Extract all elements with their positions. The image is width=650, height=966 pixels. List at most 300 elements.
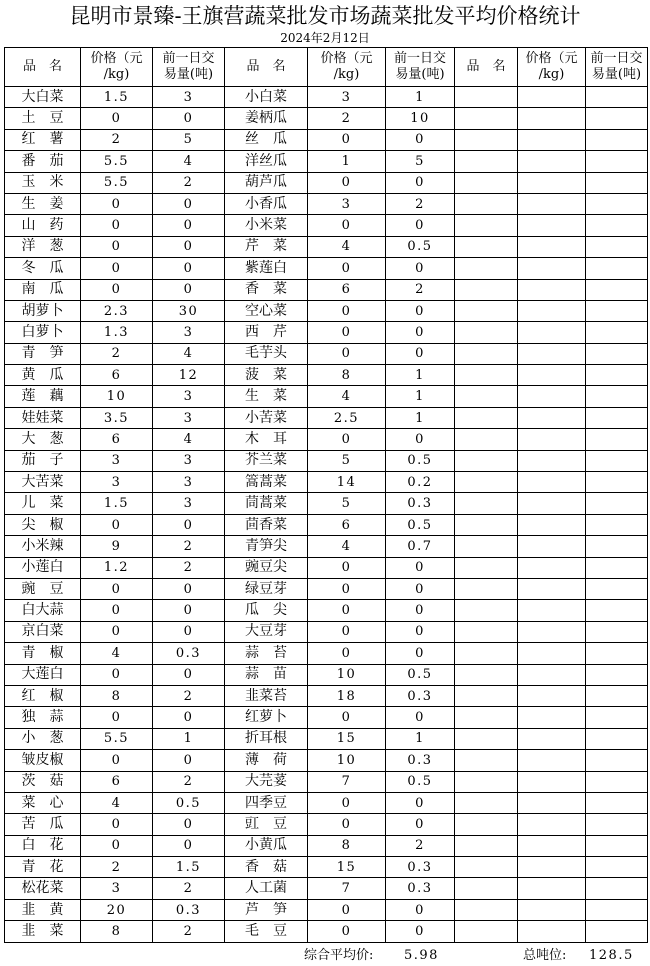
empty-cell bbox=[586, 343, 648, 364]
volume-cell: 0.5 bbox=[386, 514, 455, 535]
vegetable-name-cell: 洋丝瓜 bbox=[225, 151, 308, 172]
volume-cell: 1 bbox=[153, 728, 225, 749]
empty-cell bbox=[455, 236, 518, 257]
volume-cell: 0 bbox=[153, 664, 225, 685]
volume-cell: 0 bbox=[386, 643, 455, 664]
empty-cell bbox=[518, 493, 586, 514]
volume-cell: 0 bbox=[153, 236, 225, 257]
empty-cell bbox=[518, 215, 586, 236]
price-cell: 0 bbox=[308, 215, 386, 236]
price-cell: 14 bbox=[308, 472, 386, 493]
table-row bbox=[5, 172, 648, 193]
empty-cell bbox=[586, 621, 648, 642]
vegetable-name-cell: 四季豆 bbox=[225, 792, 308, 813]
empty-cell bbox=[518, 899, 586, 920]
price-cell: 4 bbox=[308, 386, 386, 407]
empty-cell bbox=[518, 600, 586, 621]
vegetable-name-cell: 大豆芽 bbox=[225, 621, 308, 642]
price-header-line2: /kg) bbox=[103, 67, 130, 82]
empty-cell bbox=[586, 814, 648, 835]
price-cell: 0 bbox=[81, 750, 153, 771]
volume-cell: 0 bbox=[153, 814, 225, 835]
empty-cell bbox=[455, 258, 518, 279]
table-row bbox=[5, 407, 648, 428]
volume-cell: 0 bbox=[386, 557, 455, 578]
table-row bbox=[5, 514, 648, 535]
vegetable-name-cell: 蒜 苔 bbox=[225, 643, 308, 664]
volume-cell: 2 bbox=[386, 279, 455, 300]
empty-cell bbox=[455, 151, 518, 172]
vegetable-name-cell: 菜 心 bbox=[5, 792, 81, 813]
vegetable-name-cell: 红 椒 bbox=[5, 685, 81, 706]
price-cell: 2 bbox=[81, 129, 153, 150]
empty-cell bbox=[518, 728, 586, 749]
vegetable-name-cell: 茼蒿菜 bbox=[225, 493, 308, 514]
empty-cell bbox=[455, 514, 518, 535]
empty-cell bbox=[518, 557, 586, 578]
empty-cell bbox=[586, 514, 648, 535]
vegetable-name-cell: 生 菜 bbox=[225, 386, 308, 407]
price-cell: 5.5 bbox=[81, 151, 153, 172]
price-cell: 2.5 bbox=[308, 407, 386, 428]
volume-cell: 2 bbox=[153, 878, 225, 899]
table-row bbox=[5, 750, 648, 771]
price-cell: 7 bbox=[308, 878, 386, 899]
volume-cell: 4 bbox=[153, 151, 225, 172]
empty-cell bbox=[518, 685, 586, 706]
empty-cell bbox=[455, 386, 518, 407]
volume-cell: 3 bbox=[153, 450, 225, 471]
vegetable-name-cell: 青 笋 bbox=[5, 343, 81, 364]
table-row bbox=[5, 664, 648, 685]
vegetable-name-cell: 折耳根 bbox=[225, 728, 308, 749]
empty-cell bbox=[586, 365, 648, 386]
empty-cell bbox=[455, 771, 518, 792]
vegetable-name-cell: 白萝卜 bbox=[5, 322, 81, 343]
empty-cell bbox=[518, 472, 586, 493]
volume-cell: 0 bbox=[153, 600, 225, 621]
price-cell: 0 bbox=[81, 215, 153, 236]
table-row bbox=[5, 386, 648, 407]
price-cell: 0 bbox=[81, 258, 153, 279]
price-cell: 6 bbox=[308, 514, 386, 535]
volume-cell: 3 bbox=[153, 322, 225, 343]
volume-cell: 0.5 bbox=[386, 664, 455, 685]
volume-cell: 1 bbox=[386, 386, 455, 407]
vegetable-name-cell: 松花菜 bbox=[5, 878, 81, 899]
volume-cell: 5 bbox=[386, 151, 455, 172]
vegetable-name-cell: 皱皮椒 bbox=[5, 750, 81, 771]
price-cell: 8 bbox=[308, 835, 386, 856]
price-cell: 5 bbox=[308, 450, 386, 471]
volume-cell: 30 bbox=[153, 300, 225, 321]
volume-cell: 12 bbox=[153, 365, 225, 386]
vegetable-name-cell: 大莲白 bbox=[5, 664, 81, 685]
volume-cell: 1 bbox=[386, 87, 455, 108]
table-row bbox=[5, 236, 648, 257]
volume-cell: 0 bbox=[386, 322, 455, 343]
vegetable-name-cell: 莲 藕 bbox=[5, 386, 81, 407]
price-cell: 3 bbox=[308, 193, 386, 214]
empty-cell bbox=[455, 172, 518, 193]
empty-cell bbox=[518, 279, 586, 300]
vegetable-name-cell: 尖 椒 bbox=[5, 514, 81, 535]
empty-cell bbox=[518, 750, 586, 771]
volume-cell: 0.5 bbox=[386, 236, 455, 257]
empty-cell bbox=[586, 792, 648, 813]
empty-cell bbox=[518, 386, 586, 407]
vegetable-name-cell: 豌豆尖 bbox=[225, 557, 308, 578]
empty-cell bbox=[455, 899, 518, 920]
volume-cell: 0 bbox=[386, 300, 455, 321]
volume-cell: 3 bbox=[153, 472, 225, 493]
empty-cell bbox=[518, 621, 586, 642]
volume-cell: 0 bbox=[386, 792, 455, 813]
table-row bbox=[5, 857, 648, 878]
price-cell: 2.3 bbox=[81, 300, 153, 321]
vegetable-name-cell: 娃娃菜 bbox=[5, 407, 81, 428]
vegetable-name-cell: 苦 瓜 bbox=[5, 814, 81, 835]
price-cell: 0 bbox=[308, 600, 386, 621]
price-cell: 2 bbox=[81, 343, 153, 364]
empty-cell bbox=[518, 236, 586, 257]
average-price-label: 综合平均价: bbox=[304, 948, 374, 963]
vegetable-name-cell: 茴香菜 bbox=[225, 514, 308, 535]
empty-cell bbox=[455, 835, 518, 856]
price-cell: 5.5 bbox=[81, 728, 153, 749]
table-row bbox=[5, 771, 648, 792]
volume-cell: 0 bbox=[386, 578, 455, 599]
volume-cell: 1.5 bbox=[153, 857, 225, 878]
price-cell: 0 bbox=[308, 707, 386, 728]
price-cell: 5 bbox=[308, 493, 386, 514]
price-cell: 6 bbox=[81, 365, 153, 386]
volume-cell: 0.5 bbox=[386, 771, 455, 792]
price-cell: 1.5 bbox=[81, 87, 153, 108]
empty-cell bbox=[455, 215, 518, 236]
vegetable-name-cell: 瓜 尖 bbox=[225, 600, 308, 621]
volume-cell: 0.3 bbox=[386, 685, 455, 706]
report-date: 2024年2月12日 bbox=[280, 31, 370, 45]
table-row bbox=[5, 429, 648, 450]
empty-cell bbox=[455, 279, 518, 300]
price-header bbox=[308, 48, 386, 87]
empty-cell bbox=[455, 707, 518, 728]
vegetable-name-cell: 菠 菜 bbox=[225, 365, 308, 386]
volume-cell: 0.5 bbox=[153, 792, 225, 813]
empty-cell bbox=[518, 87, 586, 108]
volume-header-line1: 前一日交 bbox=[590, 51, 643, 66]
price-cell: 5.5 bbox=[81, 172, 153, 193]
price-cell: 10 bbox=[81, 386, 153, 407]
volume-cell: 0 bbox=[153, 258, 225, 279]
vegetable-name-cell: 薄 荷 bbox=[225, 750, 308, 771]
empty-cell bbox=[586, 578, 648, 599]
price-cell: 3 bbox=[81, 878, 153, 899]
volume-cell: 0 bbox=[386, 215, 455, 236]
empty-cell bbox=[586, 493, 648, 514]
empty-cell bbox=[455, 643, 518, 664]
table-row bbox=[5, 300, 648, 321]
price-cell: 8 bbox=[81, 685, 153, 706]
volume-cell: 0 bbox=[153, 578, 225, 599]
table-row bbox=[5, 108, 648, 129]
empty-cell bbox=[518, 300, 586, 321]
empty-cell bbox=[586, 707, 648, 728]
vegetable-name-cell: 芹 菜 bbox=[225, 236, 308, 257]
price-cell: 3.5 bbox=[81, 407, 153, 428]
volume-cell: 0 bbox=[386, 343, 455, 364]
price-cell: 2 bbox=[308, 108, 386, 129]
table-row bbox=[5, 258, 648, 279]
table-row bbox=[5, 215, 648, 236]
vegetable-name-cell: 小莲白 bbox=[5, 557, 81, 578]
vegetable-name-cell: 冬 瓜 bbox=[5, 258, 81, 279]
vegetable-name-cell: 韭 黄 bbox=[5, 899, 81, 920]
table-row bbox=[5, 728, 648, 749]
vegetable-name-cell: 小米菜 bbox=[225, 215, 308, 236]
volume-cell: 0 bbox=[386, 621, 455, 642]
price-cell: 1 bbox=[308, 151, 386, 172]
price-cell: 0 bbox=[308, 621, 386, 642]
empty-cell bbox=[455, 921, 518, 942]
empty-cell bbox=[455, 857, 518, 878]
empty-cell bbox=[518, 643, 586, 664]
average-price-value: 5.98 bbox=[404, 948, 439, 963]
vegetable-name-cell: 大苦菜 bbox=[5, 472, 81, 493]
volume-cell: 5 bbox=[153, 129, 225, 150]
vegetable-name-cell: 白 花 bbox=[5, 835, 81, 856]
vegetable-name-cell: 葫芦瓜 bbox=[225, 172, 308, 193]
vegetable-name-cell: 篙蒿菜 bbox=[225, 472, 308, 493]
table-row bbox=[5, 707, 648, 728]
empty-cell bbox=[518, 258, 586, 279]
price-cell: 0 bbox=[81, 814, 153, 835]
table-row bbox=[5, 193, 648, 214]
vegetable-name-cell: 生 姜 bbox=[5, 193, 81, 214]
empty-cell bbox=[455, 300, 518, 321]
empty-cell bbox=[455, 621, 518, 642]
price-cell: 0 bbox=[81, 279, 153, 300]
vegetable-name-cell: 土 豆 bbox=[5, 108, 81, 129]
vegetable-name-cell: 青 椒 bbox=[5, 643, 81, 664]
price-cell: 0 bbox=[308, 557, 386, 578]
volume-cell: 10 bbox=[386, 108, 455, 129]
price-header-line1: 价格（元 bbox=[525, 51, 578, 66]
price-cell: 0 bbox=[81, 514, 153, 535]
price-cell: 0 bbox=[81, 621, 153, 642]
price-cell: 15 bbox=[308, 857, 386, 878]
vegetable-name-cell: 小香瓜 bbox=[225, 193, 308, 214]
empty-cell bbox=[455, 493, 518, 514]
volume-header bbox=[586, 48, 648, 87]
price-cell: 0 bbox=[81, 664, 153, 685]
vegetable-name-cell: 小 葱 bbox=[5, 728, 81, 749]
vegetable-name-cell: 儿 菜 bbox=[5, 493, 81, 514]
vegetable-name-cell: 独 蒜 bbox=[5, 707, 81, 728]
vegetable-name-cell: 毛 豆 bbox=[225, 921, 308, 942]
table-row bbox=[5, 921, 648, 942]
vegetable-name-cell: 红 薯 bbox=[5, 129, 81, 150]
volume-cell: 2 bbox=[153, 771, 225, 792]
volume-cell: 2 bbox=[153, 685, 225, 706]
price-header-line2: /kg) bbox=[333, 67, 360, 82]
empty-cell bbox=[518, 108, 586, 129]
empty-cell bbox=[518, 814, 586, 835]
vegetable-name-cell: 空心菜 bbox=[225, 300, 308, 321]
table-row bbox=[5, 279, 648, 300]
table-row bbox=[5, 792, 648, 813]
volume-cell: 0 bbox=[386, 600, 455, 621]
empty-cell bbox=[455, 728, 518, 749]
empty-cell bbox=[455, 750, 518, 771]
volume-cell: 1 bbox=[386, 365, 455, 386]
volume-header-line1: 前一日交 bbox=[393, 51, 446, 66]
empty-cell bbox=[518, 514, 586, 535]
vegetable-name-cell: 小白菜 bbox=[225, 87, 308, 108]
price-cell: 15 bbox=[308, 728, 386, 749]
empty-cell bbox=[518, 343, 586, 364]
empty-cell bbox=[586, 750, 648, 771]
empty-cell bbox=[518, 921, 586, 942]
empty-cell bbox=[586, 108, 648, 129]
empty-cell bbox=[455, 664, 518, 685]
volume-cell: 0 bbox=[153, 750, 225, 771]
volume-cell: 2 bbox=[153, 172, 225, 193]
volume-header-line1: 前一日交 bbox=[162, 51, 215, 66]
empty-cell bbox=[455, 450, 518, 471]
vegetable-name-cell: 茨 菇 bbox=[5, 771, 81, 792]
empty-cell bbox=[586, 921, 648, 942]
table-row bbox=[5, 578, 648, 599]
table-body bbox=[5, 87, 648, 943]
volume-cell: 0 bbox=[153, 514, 225, 535]
vegetable-name-cell: 小苦菜 bbox=[225, 407, 308, 428]
volume-cell: 0 bbox=[386, 258, 455, 279]
price-cell: 0 bbox=[81, 835, 153, 856]
price-cell: 3 bbox=[81, 450, 153, 471]
table-row bbox=[5, 343, 648, 364]
volume-cell: 0 bbox=[153, 835, 225, 856]
empty-cell bbox=[455, 108, 518, 129]
price-cell: 4 bbox=[81, 643, 153, 664]
price-cell: 3 bbox=[81, 472, 153, 493]
price-cell: 9 bbox=[81, 536, 153, 557]
empty-cell bbox=[586, 407, 648, 428]
price-table bbox=[4, 47, 648, 943]
vegetable-name-cell: 紫莲白 bbox=[225, 258, 308, 279]
vegetable-name-cell: 大 葱 bbox=[5, 429, 81, 450]
table-row bbox=[5, 621, 648, 642]
empty-cell bbox=[586, 600, 648, 621]
price-cell: 3 bbox=[308, 87, 386, 108]
price-cell: 7 bbox=[308, 771, 386, 792]
table-row bbox=[5, 878, 648, 899]
vegetable-name-cell: 青 花 bbox=[5, 857, 81, 878]
vegetable-name-cell: 芥兰菜 bbox=[225, 450, 308, 471]
volume-cell: 0.3 bbox=[386, 750, 455, 771]
empty-cell bbox=[518, 878, 586, 899]
table-row bbox=[5, 365, 648, 386]
vegetable-name-cell: 西 芹 bbox=[225, 322, 308, 343]
table-row bbox=[5, 643, 648, 664]
empty-cell bbox=[455, 536, 518, 557]
volume-cell: 0.3 bbox=[386, 857, 455, 878]
name-header: 品 名 bbox=[225, 48, 308, 87]
empty-cell bbox=[518, 172, 586, 193]
price-cell: 10 bbox=[308, 664, 386, 685]
empty-cell bbox=[586, 664, 648, 685]
vegetable-name-cell: 丝 瓜 bbox=[225, 129, 308, 150]
empty-cell bbox=[586, 279, 648, 300]
price-cell: 0 bbox=[308, 129, 386, 150]
price-cell: 0 bbox=[308, 643, 386, 664]
table-row bbox=[5, 557, 648, 578]
price-cell: 0 bbox=[308, 300, 386, 321]
price-cell: 0 bbox=[308, 578, 386, 599]
volume-header-line2: 易量(吨) bbox=[163, 67, 214, 82]
empty-cell bbox=[586, 258, 648, 279]
price-cell: 1.5 bbox=[81, 493, 153, 514]
price-cell: 10 bbox=[308, 750, 386, 771]
volume-cell: 4 bbox=[153, 429, 225, 450]
volume-cell: 0 bbox=[386, 899, 455, 920]
empty-cell bbox=[455, 792, 518, 813]
price-cell: 0 bbox=[308, 899, 386, 920]
vegetable-name-cell: 青笋尖 bbox=[225, 536, 308, 557]
table-row bbox=[5, 450, 648, 471]
empty-cell bbox=[455, 87, 518, 108]
empty-cell bbox=[586, 857, 648, 878]
empty-cell bbox=[586, 536, 648, 557]
volume-cell: 3 bbox=[153, 407, 225, 428]
empty-cell bbox=[518, 792, 586, 813]
total-tonnage-label: 总吨位: bbox=[523, 948, 567, 963]
empty-cell bbox=[586, 899, 648, 920]
price-header bbox=[81, 48, 153, 87]
empty-cell bbox=[586, 685, 648, 706]
price-cell: 20 bbox=[81, 899, 153, 920]
vegetable-name-cell: 大白菜 bbox=[5, 87, 81, 108]
vegetable-name-cell: 韭菜苔 bbox=[225, 685, 308, 706]
price-cell: 8 bbox=[308, 365, 386, 386]
price-cell: 0 bbox=[308, 258, 386, 279]
table-row bbox=[5, 472, 648, 493]
volume-cell: 0.7 bbox=[386, 536, 455, 557]
table-row bbox=[5, 493, 648, 514]
empty-cell bbox=[586, 215, 648, 236]
empty-cell bbox=[586, 643, 648, 664]
empty-cell bbox=[518, 664, 586, 685]
vegetable-name-cell: 木 耳 bbox=[225, 429, 308, 450]
price-cell: 4 bbox=[81, 792, 153, 813]
price-cell: 0 bbox=[81, 578, 153, 599]
vegetable-name-cell: 白大蒜 bbox=[5, 600, 81, 621]
table-row bbox=[5, 536, 648, 557]
empty-cell bbox=[518, 707, 586, 728]
vegetable-name-cell: 豇 豆 bbox=[225, 814, 308, 835]
empty-cell bbox=[455, 429, 518, 450]
vegetable-name-cell: 番 茄 bbox=[5, 151, 81, 172]
volume-cell: 0.2 bbox=[386, 472, 455, 493]
empty-cell bbox=[586, 193, 648, 214]
empty-cell bbox=[518, 771, 586, 792]
volume-cell: 0 bbox=[153, 108, 225, 129]
price-cell: 18 bbox=[308, 685, 386, 706]
summary-footer bbox=[0, 947, 650, 965]
total-tonnage-value: 128.5 bbox=[589, 948, 634, 963]
vegetable-name-cell: 洋 葱 bbox=[5, 236, 81, 257]
